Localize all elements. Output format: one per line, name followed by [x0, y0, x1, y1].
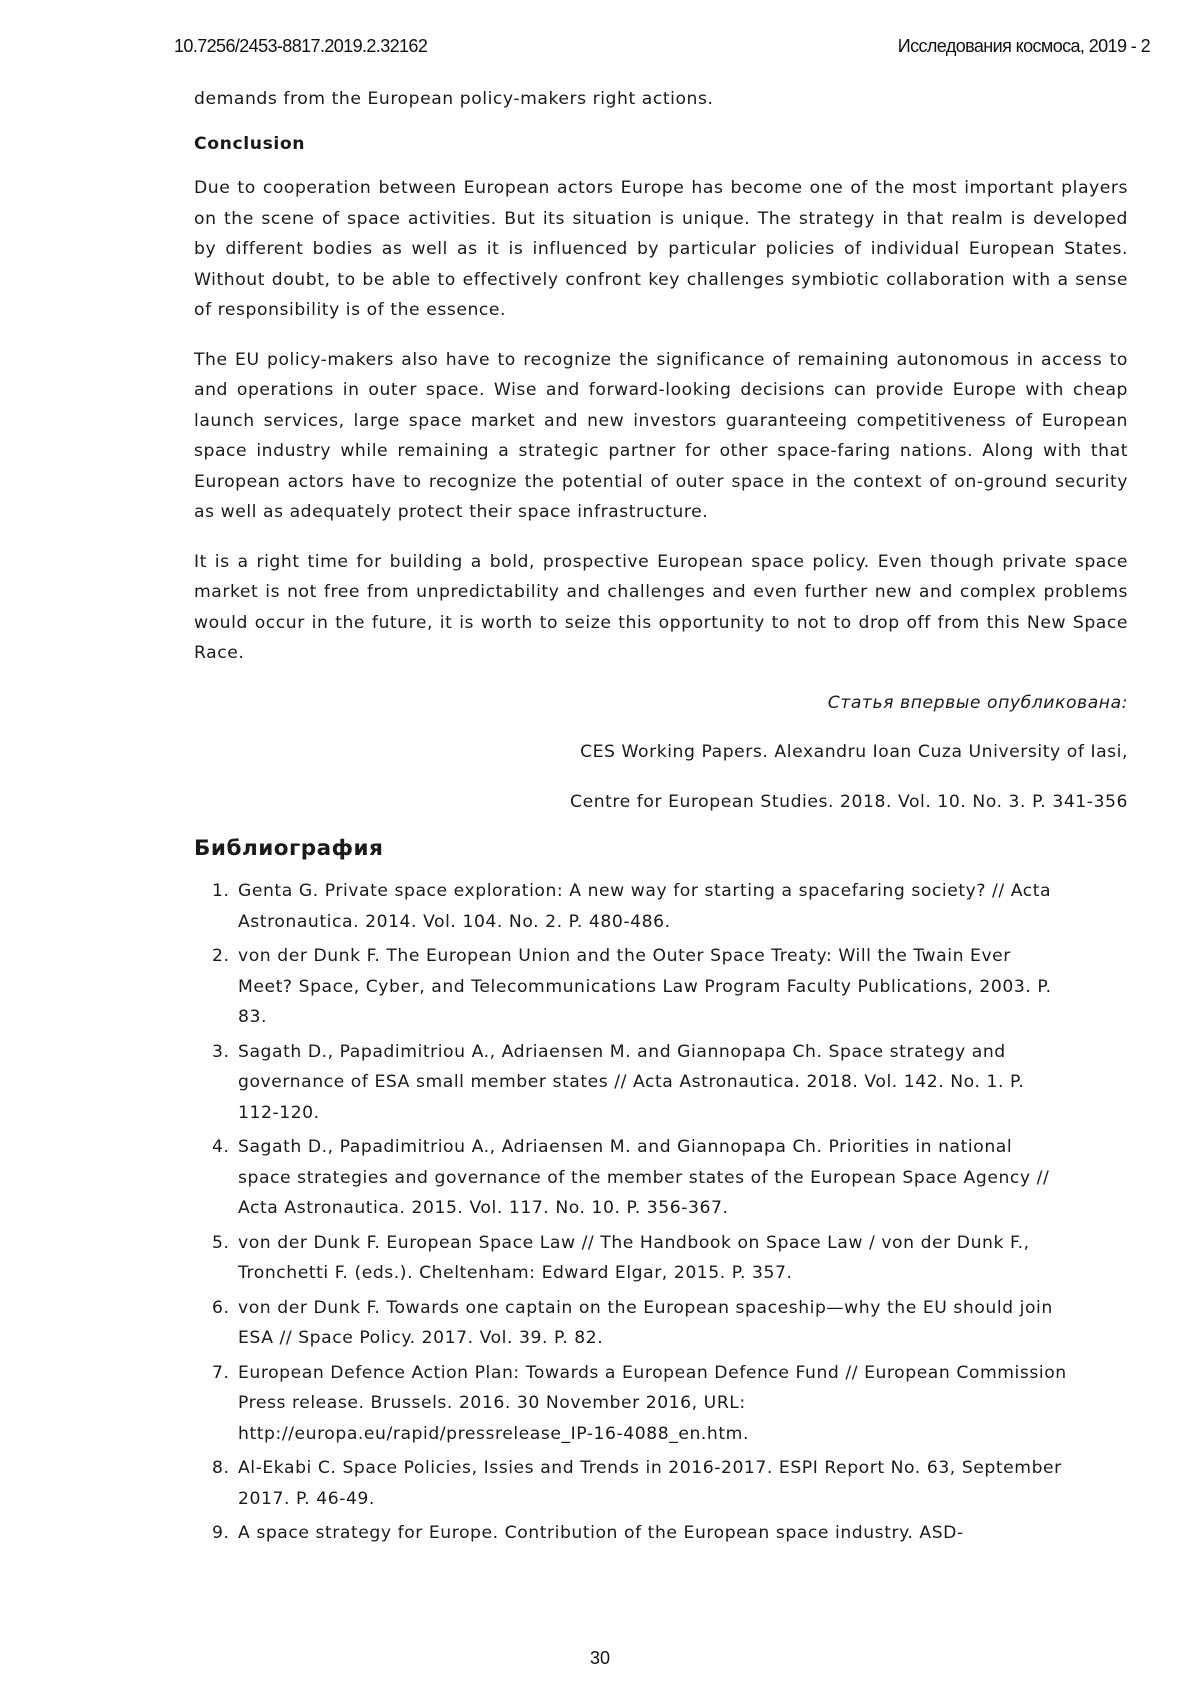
- running-header: [174, 36, 1150, 57]
- item-number: 9.: [212, 1523, 230, 1543]
- publication-note-label: Статья впервые опубликована:: [827, 692, 1128, 713]
- item-text: von der Dunk F. Towards one captain on the European spaceship—why the EU should join ESA // Space Policy. 2017. Vol. 39. P. 82.: [238, 1297, 1053, 1348]
- bibliography-item: [194, 1518, 1128, 1549]
- item-text: Sagath D., Papadimitriou A., Adriaensen M. and Giannopapa Ch. Space strategy and governance of ESA small member states // Acta Astronautica. 2018. Vol. 142. No. 1. P. 112-120.: [238, 1041, 1025, 1123]
- page-number: 30: [589, 1648, 611, 1668]
- item-text: von der Dunk F. European Space Law // The Handbook on Space Law / von der Dunk F., Tronchetti F. (eds.). Cheltenham: Edward Elgar, 2015. P. 357.: [238, 1232, 1030, 1283]
- paragraph-3: It is a right time for building a bold, prospective European space policy. Even though private space market is not free from unpredictability and challenges and even further new and complex problems would occur in the future, it is worth to seize this opportunity to not to drop off from this New Space Race.: [194, 551, 1128, 663]
- publication-note: [194, 688, 1128, 818]
- paragraph-2: The EU policy-makers also have to recognize the significance of remaining autonomous in access to and operations in outer space. Wise and forward-looking decisions can provide Europe with cheap launch services, large space market and new investors guaranteeing competitiveness of European space industry while remaining a strategic partner for other space-faring nations. Along with that European actors have to recognize the potential of outer space in the context of on-ground security as well as adequately protect their space infrastructure.: [194, 349, 1128, 522]
- bibliography-item: [194, 1293, 1128, 1354]
- bibliography-item: [194, 1037, 1128, 1129]
- item-number: 2.: [212, 946, 230, 966]
- item-number: 6.: [212, 1297, 230, 1318]
- item-number: 8.: [212, 1458, 230, 1478]
- item-text: Genta G. Private space exploration: A new way for starting a spacefaring society? // Acta Astronautica. 2014. Vol. 104. No. 2. P. 480-486.: [238, 881, 1052, 932]
- item-number: 3.: [212, 1041, 230, 1062]
- item-text: Sagath D., Papadimitriou A., Adriaensen M. and Giannopapa Ch. Priorities in national space strategies and governance of the member states of the European Space Agency // Acta Astronautica. 2015. Vol. 117. No. 10. P. 356-367.: [238, 1137, 1050, 1218]
- item-text: Al-Ekabi C. Space Policies, Issies and Trends in 2016-2017. ESPI Report No. 63, September 2017. P. 46-49.: [238, 1458, 1062, 1509]
- intro-fragment: demands from the European policy-makers right actions.: [194, 89, 714, 109]
- publication-note-line-1: CES Working Papers. Alexandru Ioan Cuza University of Iasi,: [580, 742, 1128, 762]
- item-text: European Defence Action Plan: Towards a European Defence Fund // European Commission Press release. Brussels. 2016. 30 November 2016, URL: http://europa.eu/rapid/pressrelease_IP-16-4088_en.htm.: [238, 1362, 1067, 1444]
- paragraph-1: Due to cooperation between European actors Europe has become one of the most important players on the scene of space activities. But its situation is unique. The strategy in that realm is developed by different bodies as well as it is influenced by particular policies of individual European States. Without doubt, to be able to effectively confront key challenges symbiotic collaboration with a sense of responsibility is of the essence.: [194, 178, 1128, 320]
- item-number: 5.: [212, 1232, 230, 1253]
- item-number: 1.: [212, 881, 230, 901]
- item-text: von der Dunk F. The European Union and the Outer Space Treaty: Will the Twain Ever Meet? Space, Cyber, and Telecommunications Law Program Faculty Publications, 2003. P. 83.: [238, 946, 1052, 1027]
- bibliography-item: [194, 1228, 1128, 1289]
- publication-note-line-2: Centre for European Studies. 2018. Vol. 10. No. 3. P. 341-356: [570, 791, 1128, 812]
- bibliography-item: [194, 1132, 1128, 1224]
- page-content: [194, 84, 1128, 1553]
- bibliography-item: [194, 1358, 1128, 1450]
- bibliography-item: [194, 941, 1128, 1033]
- doi-label: 10.7256/2453-8817.2019.2.32162: [174, 36, 428, 56]
- item-text: A space strategy for Europe. Contribution of the European space industry. ASD-: [238, 1523, 964, 1543]
- item-number: 7.: [212, 1362, 230, 1383]
- bibliography-list: [194, 876, 1128, 1549]
- journal-label: Исследования космоса, 2019 - 2: [897, 36, 1150, 56]
- bibliography-item: [194, 1453, 1128, 1514]
- bibliography-item: [194, 876, 1128, 937]
- conclusion-heading: Conclusion: [194, 133, 306, 154]
- item-number: 4.: [212, 1137, 230, 1157]
- bibliography-title: Библиография: [194, 836, 384, 861]
